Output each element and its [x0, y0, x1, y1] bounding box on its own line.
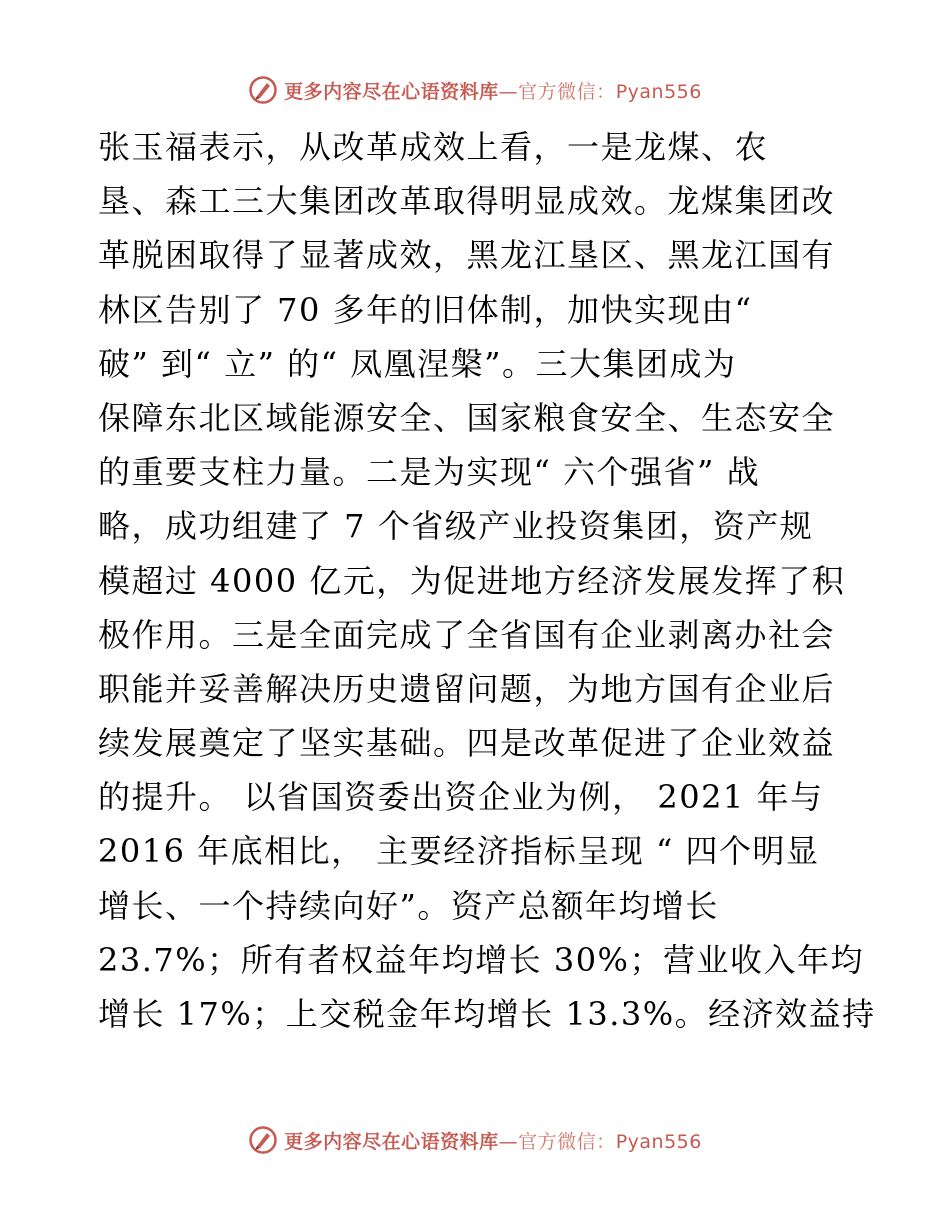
document-paragraph [98, 120, 876, 1041]
paragraph-line: 职能并妥善解决历史遗留问题，为地方国有企业后 [98, 669, 836, 708]
watermark-lead: 更多内容尽在心语资料库 [284, 80, 499, 103]
paragraph-line: 2016 年底相比， 主要经济指标呈现 “ 四个明显 [98, 832, 820, 871]
watermark-dash: — [498, 80, 519, 103]
paragraph-line: 略，成功组建了 7 个省级产业投资集团，资产规 [98, 507, 814, 546]
footer-watermark-content [248, 1125, 702, 1155]
paragraph-line: 张玉福表示，从改革成效上看，一是龙煤、农 [98, 128, 769, 166]
header-watermark-text [284, 77, 702, 104]
paragraph-line: 革脱困取得了显著成效，黑龙江垦区、黑龙江国有 [98, 236, 836, 275]
paragraph-line: 的提升。 以省国资委出资企业为例， 2021 年与 [98, 778, 824, 817]
pen-nib-logo-icon [248, 75, 278, 105]
paragraph-line: 增长 17%；上交税金年均增长 13.3%。经济效益持 [98, 995, 876, 1033]
watermark-handle: Pyan556 [615, 80, 702, 103]
header-watermark-content [248, 75, 702, 105]
paragraph-line: 极作用。三是全面完成了全省国有企业剥离办社会 [98, 615, 836, 654]
paragraph-line: 林区告别了 70 多年的旧体制，加快实现由“ [98, 290, 753, 329]
footer-watermark-text [284, 1127, 702, 1154]
pen-nib-logo-icon [248, 1125, 278, 1155]
paragraph-line: 垦、森工三大集团改革取得明显成效。龙煤集团改 [98, 182, 836, 221]
paragraph-line: 模超过 4000 亿元，为促进地方经济发展发挥了积 [98, 561, 846, 600]
paragraph-line: 续发展奠定了坚实基础。四是改革促进了企业效益 [98, 724, 836, 763]
watermark-dash: — [498, 1130, 519, 1153]
header-watermark-banner [0, 70, 950, 110]
watermark-lead: 更多内容尽在心语资料库 [284, 1130, 499, 1153]
footer-watermark-banner [0, 1120, 950, 1160]
paragraph-line: 的重要支柱力量。二是为实现“ 六个强省” 战 [98, 453, 761, 492]
paragraph-line: 增长、一个持续向好”。资产总额年均增长 [98, 886, 719, 925]
paragraph-line: 破” 到“ 立” 的“ 凤凰涅槃”。三大集团成为 [98, 344, 737, 383]
watermark-contact-label: 官方微信： [518, 80, 616, 103]
watermark-contact-label: 官方微信： [518, 1130, 616, 1153]
paragraph-line: 23.7%；所有者权益年均增长 30%；营业收入年均 [98, 940, 864, 979]
paragraph-line: 保障东北区域能源安全、国家粮食安全、生态安全 [98, 398, 836, 437]
watermark-handle: Pyan556 [615, 1130, 702, 1153]
